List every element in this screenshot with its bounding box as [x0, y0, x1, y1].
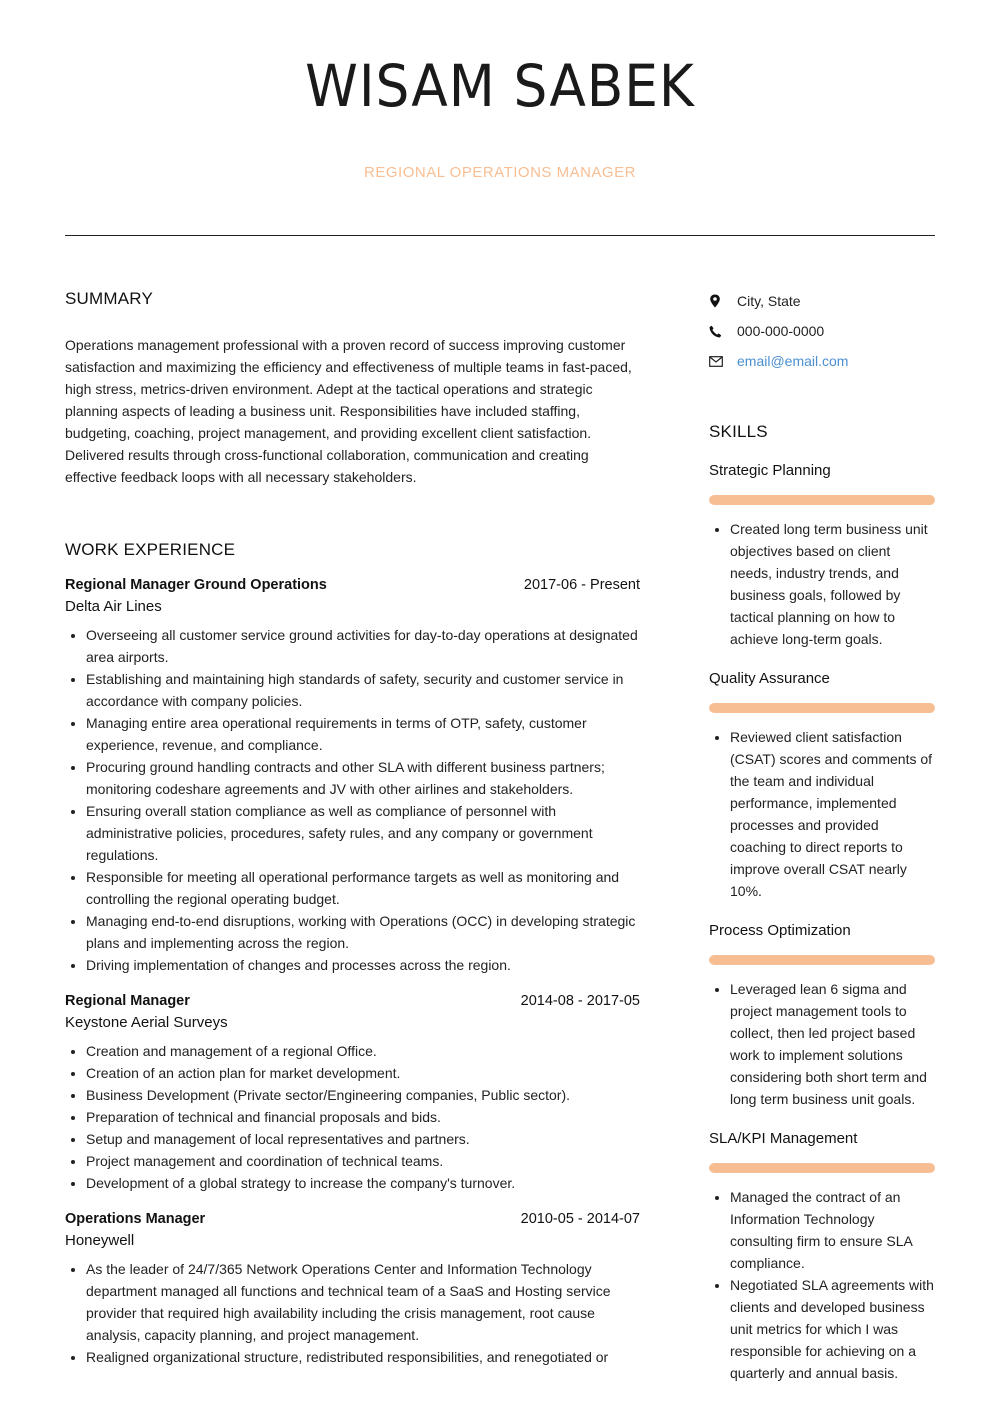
job-entry [65, 1211, 640, 1368]
job-company: Delta Air Lines [65, 598, 162, 615]
map-pin-icon [709, 294, 737, 308]
job-dates: 2017-06 - Present [523, 577, 640, 593]
skill-bullets [709, 726, 935, 902]
main-column [65, 289, 640, 1368]
list-item: • Creation of an action plan for market development. [86, 1062, 640, 1084]
location-text: City, State [737, 293, 801, 309]
job-dates: 2014-08 - 2017-05 [520, 993, 640, 1009]
skill-level-bar [709, 1163, 935, 1173]
skill-level-bar [709, 955, 935, 965]
list-item: • Development of a global strategy to increase the company's turnover. [86, 1172, 640, 1194]
work-experience-heading: WORK EXPERIENCE [65, 540, 236, 559]
skill-level-fill [709, 1163, 935, 1173]
skill-item [709, 922, 935, 1110]
contact-email [709, 346, 935, 376]
header-divider [65, 235, 935, 236]
list-item: • Preparation of technical and financial proposals and bids. [86, 1106, 640, 1128]
summary-heading: SUMMARY [65, 289, 153, 308]
skill-level-fill [709, 703, 935, 713]
list-item: • Reviewed client satisfaction (CSAT) scores and comments of the team and individual performance, implemented processes and provided coaching to direct reports to improve overall CSAT nearly 10%. [730, 726, 935, 902]
job-company: Honeywell [65, 1232, 135, 1249]
skill-level-fill [709, 955, 935, 965]
phone-icon [709, 325, 737, 338]
list-item: • Created long term business unit objectives based on client needs, industry trends, and business goals, followed by tactical planning on how to achieve long-term goals. [730, 518, 935, 650]
skill-bullets [709, 518, 935, 650]
list-item: • Project management and coordination of technical teams. [86, 1150, 640, 1172]
list-item: • Leveraged lean 6 sigma and project management tools to collect, then led project based work to implement solutions considering both short term and long term business unit goals. [730, 978, 935, 1110]
candidate-title: REGIONAL OPERATIONS MANAGER [364, 164, 636, 181]
phone-text: 000-000-0000 [737, 323, 825, 339]
list-item: • Managed the contract of an Information Technology consulting firm to ensure SLA compliance. [730, 1186, 935, 1274]
skill-name: SLA/KPI Management [709, 1130, 858, 1147]
skill-level-bar [709, 703, 935, 713]
list-item: • Procuring ground handling contracts and other SLA with different business partners; monitoring codeshare agreements and JV with other airlines and stakeholders. [86, 756, 640, 800]
skill-bullets [709, 978, 935, 1110]
skill-item [709, 670, 935, 902]
job-company: Keystone Aerial Surveys [65, 1014, 228, 1031]
skill-item [709, 462, 935, 650]
email-link[interactable]: email@email.com [737, 353, 849, 369]
contact-location [709, 286, 935, 316]
list-item: • Driving implementation of changes and processes across the region. [86, 954, 640, 976]
summary-text: Operations management professional with a proven record of success improving customer satisfaction and maximizing the efficiency and effectiveness of multiple teams in fast-paced, high stress, metrics-driven environment. Adept at the tactical operations and strategic planning aspects of leading a business unit. Responsibilities have included staffing, budgeting, coaching, project management, and providing excellent client satisfaction. Delivered results through cross-functional collaboration, communication and creating effective feedback loops with all necessary stakeholders. [65, 337, 632, 485]
job-role: Regional Manager [65, 993, 190, 1009]
list-item: • Overseeing all customer service ground activities for day-to-day operations at designated area airports. [86, 624, 640, 668]
skill-name: Strategic Planning [709, 462, 831, 479]
side-column [709, 286, 935, 1384]
list-item: • Ensuring overall station compliance as well as compliance of personnel with administrative policies, procedures, safety rules, and any company or government regulations. [86, 800, 640, 866]
job-bullets [65, 1040, 640, 1194]
job-role: Operations Manager [65, 1211, 206, 1227]
list-item: • As the leader of 24/7/365 Network Operations Center and Information Technology department managed all functions and technical team of a SaaS and Hosting service provider that required high availability including the crisis management, root cause analysis, capacity planning, and project management. [86, 1258, 640, 1346]
skills-heading: SKILLS [709, 422, 768, 441]
job-entry [65, 577, 640, 976]
skill-item [709, 1130, 935, 1384]
list-item: • Responsible for meeting all operational performance targets as well as monitoring and controlling the regional operating budget. [86, 866, 640, 910]
job-role: Regional Manager Ground Operations [65, 577, 327, 593]
skill-bullets [709, 1186, 935, 1384]
candidate-name: WISAM SABEK [305, 52, 695, 120]
list-item: • Negotiated SLA agreements with clients and developed business unit metrics for which I was responsible for achieving on a quarterly and annual basis. [730, 1274, 935, 1384]
job-bullets [65, 624, 640, 976]
list-item: • Creation and management of a regional Office. [86, 1040, 640, 1062]
contact-phone [709, 316, 935, 346]
skill-level-bar [709, 495, 935, 505]
list-item: • Managing entire area operational requirements in terms of OTP, safety, customer experience, revenue, and compliance. [86, 712, 640, 756]
list-item: • Managing end-to-end disruptions, working with Operations (OCC) in developing strategic plans and implementing across the region. [86, 910, 640, 954]
envelope-icon [709, 356, 737, 367]
list-item: • Realigned organizational structure, redistributed responsibilities, and renegotiated or [86, 1346, 640, 1368]
job-bullets [65, 1258, 640, 1368]
skill-level-fill [709, 495, 935, 505]
skill-name: Process Optimization [709, 922, 851, 939]
job-dates: 2010-05 - 2014-07 [520, 1211, 640, 1227]
job-entry [65, 993, 640, 1194]
list-item: • Business Development (Private sector/Engineering companies, Public sector). [86, 1084, 640, 1106]
skill-name: Quality Assurance [709, 670, 830, 687]
list-item: • Setup and management of local representatives and partners. [86, 1128, 640, 1150]
list-item: • Establishing and maintaining high standards of safety, security and customer service in accordance with company policies. [86, 668, 640, 712]
